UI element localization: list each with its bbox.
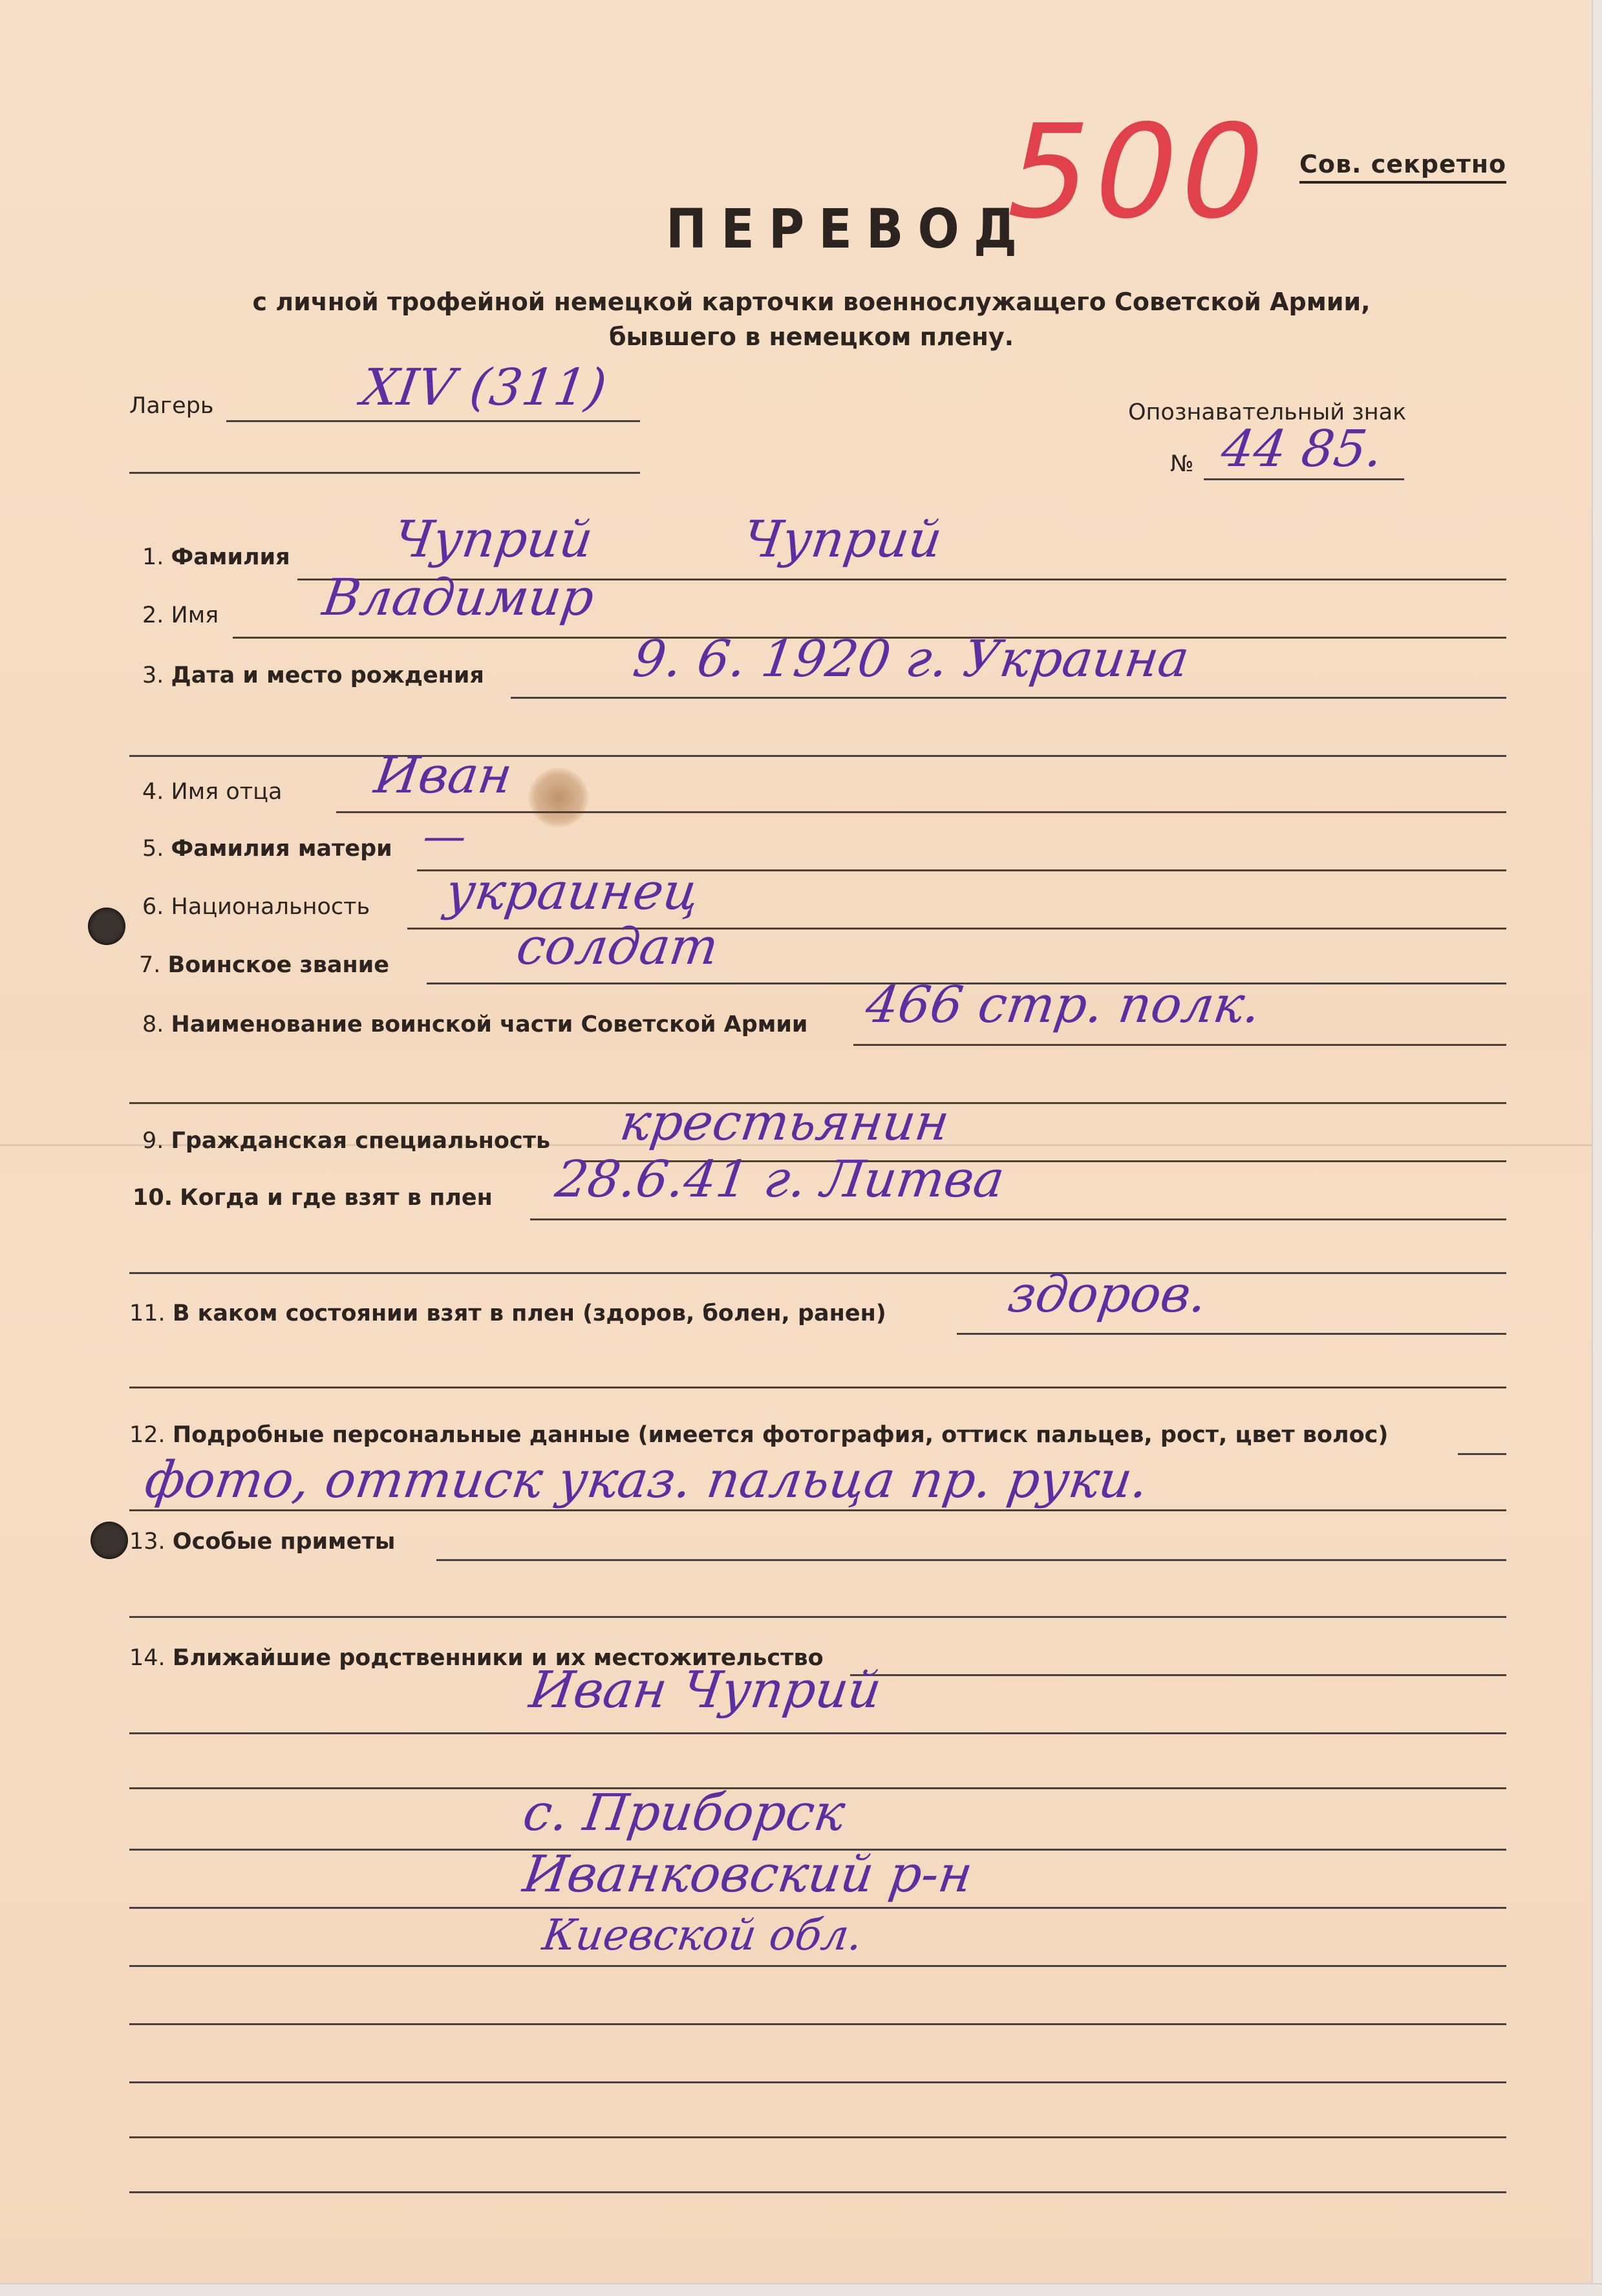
page-edge	[1592, 0, 1602, 2296]
field-4-label: 4. Имя отца	[142, 779, 283, 805]
field-14-line-8	[129, 2081, 1506, 2083]
document-title: ПЕРЕВОД	[666, 197, 1032, 260]
stain	[529, 768, 588, 827]
red-handwritten-number: 500	[992, 97, 1283, 248]
field-8-label: 8. Наименование воинской части Советской Армии	[142, 1012, 808, 1037]
field-13-line	[436, 1559, 1506, 1561]
field-14-line-5	[129, 1907, 1506, 1909]
field-14-line-6	[129, 1965, 1506, 1967]
id-tag-no: №	[1170, 451, 1194, 477]
field-4-value: Иван	[370, 747, 516, 805]
field-11-line-2	[129, 1387, 1506, 1388]
field-12-value: фото, оттиск указ. пальца пр. руки.	[141, 1451, 1152, 1509]
field-6-value: украинец	[442, 863, 703, 921]
field-6-label: 6. Национальность	[142, 894, 370, 920]
field-5-label: 5. Фамилия матери	[142, 836, 392, 862]
field-2-value: Владимир	[319, 569, 598, 627]
field-3-line-2	[129, 755, 1506, 757]
field-11-label: 11. В каком состоянии взят в плен (здоров, болен, ранен)	[129, 1301, 886, 1326]
camp-line-2	[129, 472, 640, 474]
field-14-value-line-4: Киевской обл.	[539, 1910, 866, 1960]
field-14-value-line-1: Иван Чуприй	[526, 1661, 885, 1719]
camp-value: XIV (311)	[358, 359, 610, 417]
field-10-line	[530, 1218, 1506, 1220]
field-13-line-2	[129, 1616, 1506, 1618]
field-12-line-2	[129, 1509, 1506, 1511]
camp-line	[226, 420, 640, 422]
field-7-label: 7. Воинское звание	[139, 952, 389, 978]
field-12-line	[1458, 1453, 1506, 1455]
field-10-line-2	[129, 1272, 1506, 1274]
field-11-line	[957, 1333, 1506, 1335]
field-1-value-2: Чуприй	[739, 511, 946, 569]
id-tag-line	[1204, 478, 1404, 480]
field-1-value: Чуприй	[390, 511, 597, 569]
field-14-label: 14. Ближайшие родственники и их местожительство	[129, 1645, 824, 1671]
subtitle-line-2: бывшего в немецком плену.	[608, 323, 1014, 351]
field-14-line-10	[129, 2191, 1506, 2193]
field-14-line-7	[129, 2023, 1506, 2025]
field-3-line	[511, 697, 1506, 699]
field-9-value: крестьянин	[616, 1094, 953, 1152]
subtitle-line-1: с личной трофейной немецкой карточки военнослужащего Советской Армии,	[252, 288, 1371, 316]
field-12-label: 12. Подробные персональные данные (имеется фотография, оттиск пальцев, рост, цвет волос)	[129, 1422, 1389, 1448]
camp-label: Лагерь	[129, 393, 214, 419]
field-14-value-line-3: Иванковский р-н	[519, 1845, 976, 1904]
field-14-line-9	[129, 2136, 1506, 2138]
field-3-value: 9. 6. 1920 г. Украина	[629, 630, 1193, 688]
field-7-value: солдат	[513, 918, 722, 976]
secrecy-stamp: Сов. секретно	[1299, 150, 1506, 184]
field-13-label: 13. Особые приметы	[129, 1529, 396, 1555]
field-8-value: 466 стр. полк.	[862, 976, 1265, 1034]
field-14-line-2	[129, 1732, 1506, 1734]
field-5-value: —	[420, 811, 470, 861]
field-10-label: 10. Когда и где взят в плен	[133, 1185, 493, 1211]
field-14-line	[850, 1674, 1506, 1676]
punch-hole	[88, 908, 125, 945]
document-subtitle	[213, 284, 1409, 354]
field-10-value: 28.6.41 г. Литва	[551, 1151, 1009, 1209]
punch-hole	[91, 1522, 128, 1559]
field-8-line	[853, 1044, 1506, 1046]
id-tag-label: Опознавательный знак	[1128, 399, 1407, 425]
field-3-label: 3. Дата и место рождения	[142, 663, 484, 688]
page-edge-bottom	[0, 2283, 1602, 2296]
field-2-label: 2. Имя	[142, 602, 219, 628]
field-11-value: здоров.	[1004, 1266, 1211, 1324]
field-14-value-line-2: с. Приборск	[519, 1784, 849, 1842]
field-9-label: 9. Гражданская специальность	[142, 1128, 551, 1154]
id-tag-value: 44 85.	[1217, 420, 1387, 478]
field-4-line	[336, 811, 1506, 813]
field-1-label: 1. Фамилия	[142, 544, 290, 570]
